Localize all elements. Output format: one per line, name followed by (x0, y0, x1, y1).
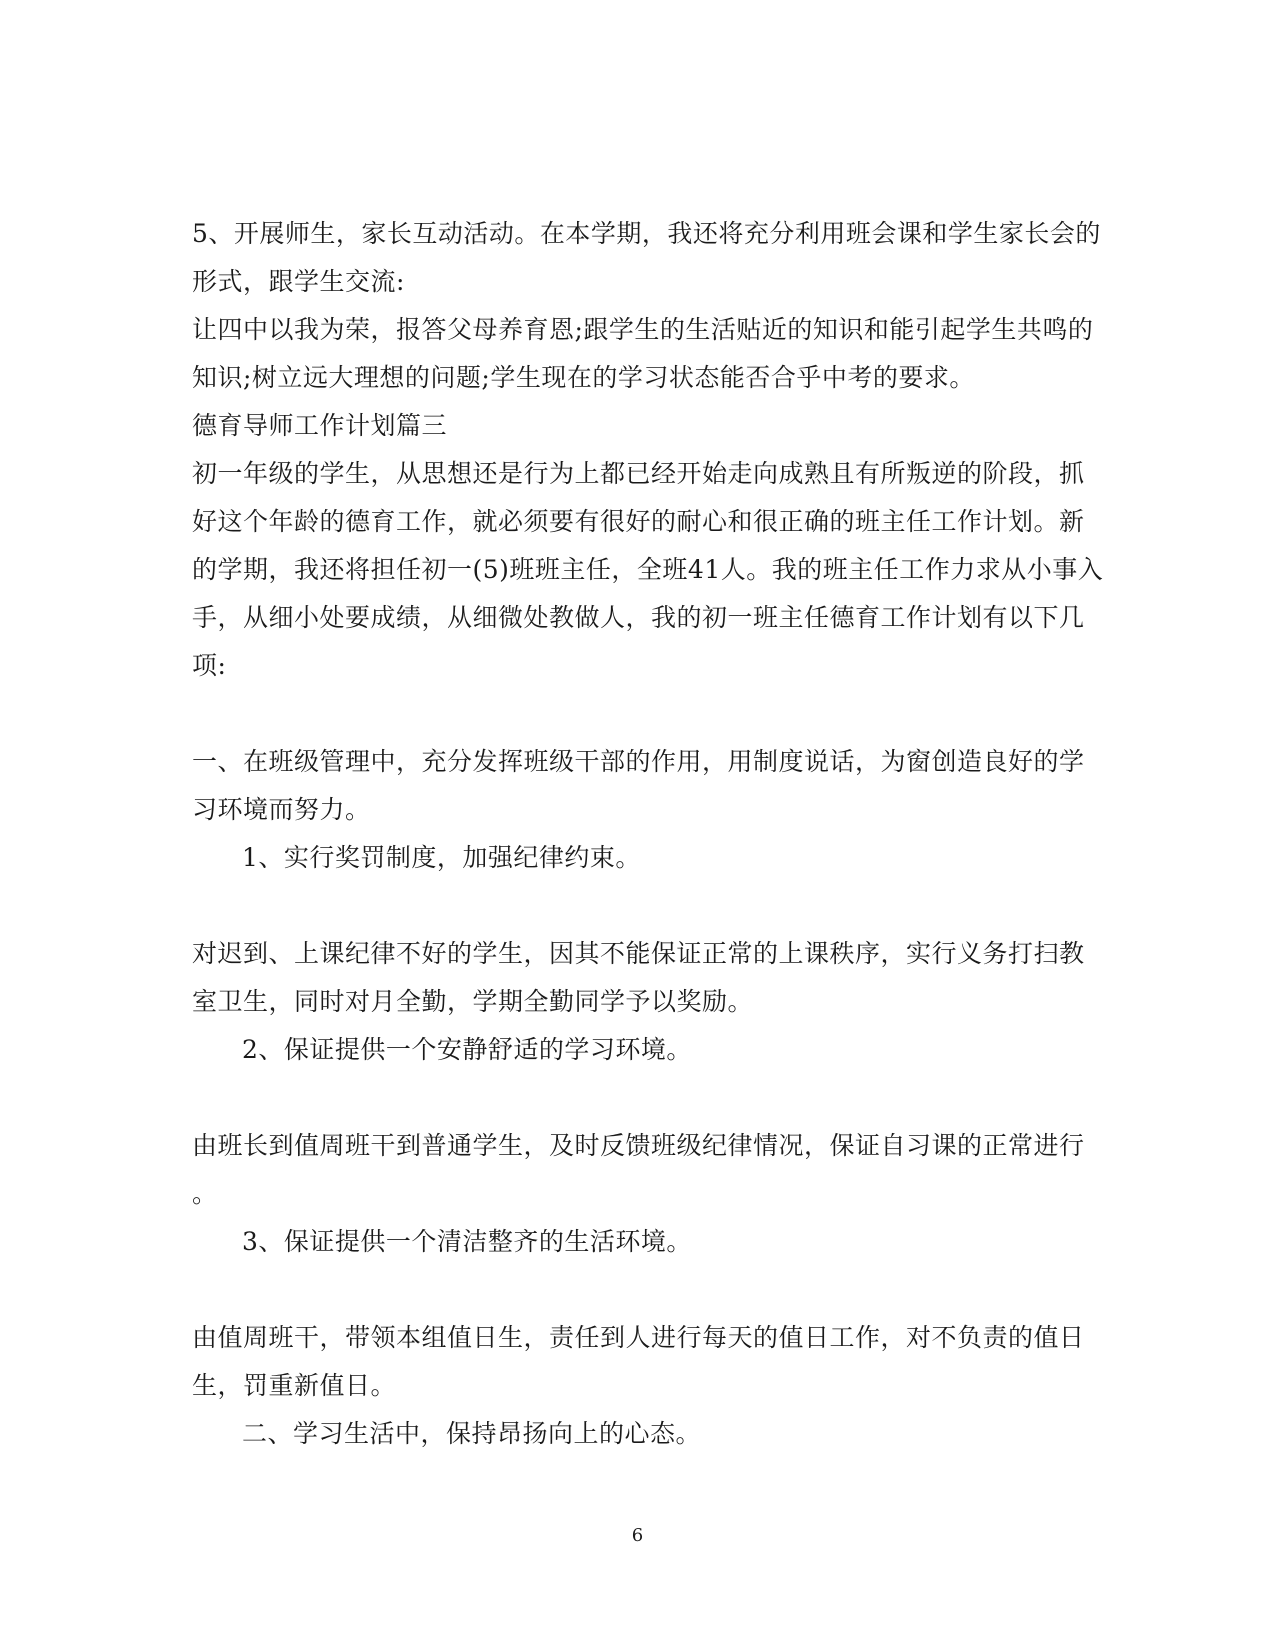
list-item: 1、实行奖罚制度，加强纪律约束。 (242, 843, 641, 872)
paragraph-line: 一、在班级管理中，充分发挥班级干部的作用，用制度说话，为窗创造良好的学 (192, 747, 1085, 776)
blank-line (192, 1074, 1082, 1122)
paragraph-line: 手，从细小处要成绩，从细微处教做人，我的初一班主任德育工作计划有以下几 (192, 603, 1085, 632)
body-text (192, 210, 1104, 1458)
list-item: 3、保证提供一个清洁整齐的生活环境。 (242, 1227, 692, 1256)
paragraph-line: 由班长到值周班干到普通学生，及时反馈班级纪律情况，保证自习课的正常进行 (192, 1131, 1085, 1160)
paragraph-line: 生，罚重新值日。 (192, 1371, 397, 1400)
paragraph-line: 项: (192, 651, 227, 680)
paragraph-line: 习环境而努力。 (192, 795, 371, 824)
section-heading: 德育导师工作计划篇三 (192, 411, 448, 440)
blank-line (192, 690, 1082, 738)
section-heading: 二、学习生活中，保持昂扬向上的心态。 (242, 1419, 702, 1448)
blank-line (192, 882, 1082, 930)
paragraph-line: 5、开展师生，家长互动活动。在本学期，我还将充分利用班会课和学生家长会的 (192, 219, 1101, 248)
paragraph-line: 。 (192, 1179, 218, 1208)
blank-line (192, 1266, 1082, 1314)
list-item: 2、保证提供一个安静舒适的学习环境。 (242, 1035, 692, 1064)
paragraph-line: 室卫生，同时对月全勤，学期全勤同学予以奖励。 (192, 987, 754, 1016)
paragraph-line: 由值周班干，带领本组值日生，责任到人进行每天的值日工作，对不负责的值日 (192, 1323, 1085, 1352)
paragraph-line: 让四中以我为荣，报答父母养育恩;跟学生的生活贴近的知识和能引起学生共鸣的 (192, 315, 1094, 344)
paragraph-line: 好这个年龄的德育工作，就必须要有很好的耐心和很正确的班主任工作计划。新 (192, 507, 1085, 536)
paragraph-line: 对迟到、上课纪律不好的学生，因其不能保证正常的上课秩序，实行义务打扫教 (192, 939, 1085, 968)
paragraph-line: 知识;树立远大理想的问题;学生现在的学习状态能否合乎中考的要求。 (192, 363, 975, 392)
paragraph-line: 的学期，我还将担任初一(5)班班主任，全班41人。我的班主任工作力求从小事入 (192, 555, 1104, 584)
page-number: 6 (631, 1525, 644, 1546)
paragraph-line: 初一年级的学生，从思想还是行为上都已经开始走向成熟且有所叛逆的阶段，抓 (192, 459, 1085, 488)
paragraph-line: 形式，跟学生交流: (192, 267, 405, 296)
